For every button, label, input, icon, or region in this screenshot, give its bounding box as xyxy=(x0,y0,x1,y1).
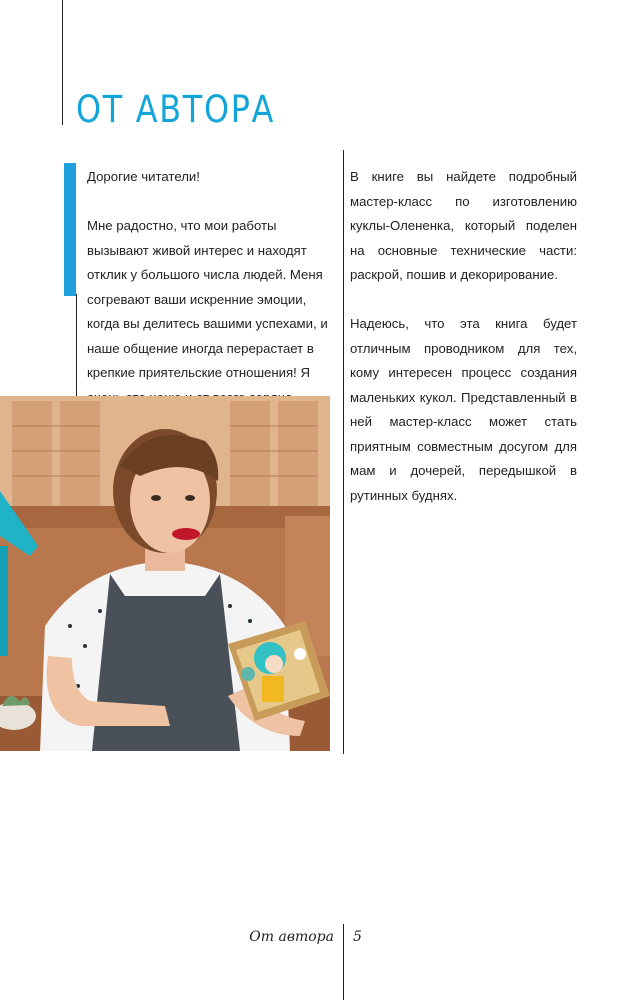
divider-line-top xyxy=(62,0,63,125)
footer-section-label: От автора xyxy=(249,929,334,945)
hope-paragraph: Надеюсь, что эта книга будет отличным проводником для тех, кому интересен процесс создания маленьких кукол. Представленный в ней мастер-класс может стать приятным совместным досугом для мам и дочерей, передышкой в рутинных буднях. xyxy=(350,316,577,503)
intro-paragraph: Мне радостно, что мои работы вызывают живой интерес и находят отклик у большого числа людей. Меня согревают ваши искренние эмоции, когда вы делитесь вашими успехами, и наше общение иногда перерастает в крепкие приятельские отношения! Я xyxy=(87,218,328,380)
author-photo-illustration xyxy=(0,396,330,751)
left-column xyxy=(87,165,334,435)
book-content-paragraph: В книге вы найдете подробный мастер-класс по изготовлению куклы-Олененка, который поделен на основные технические части: раскрой, пошив и декорирование. xyxy=(350,169,577,282)
page-number: 5 xyxy=(353,929,362,945)
right-column xyxy=(350,165,577,508)
divider-line-left xyxy=(76,294,77,396)
author-photo xyxy=(0,396,330,751)
greeting-paragraph: Дорогие читатели! xyxy=(87,169,200,184)
divider-line-footer xyxy=(343,924,344,1000)
page-title: ОТ АВТОРА xyxy=(76,88,276,131)
divider-line-center xyxy=(343,150,344,754)
accent-bar xyxy=(64,163,76,296)
